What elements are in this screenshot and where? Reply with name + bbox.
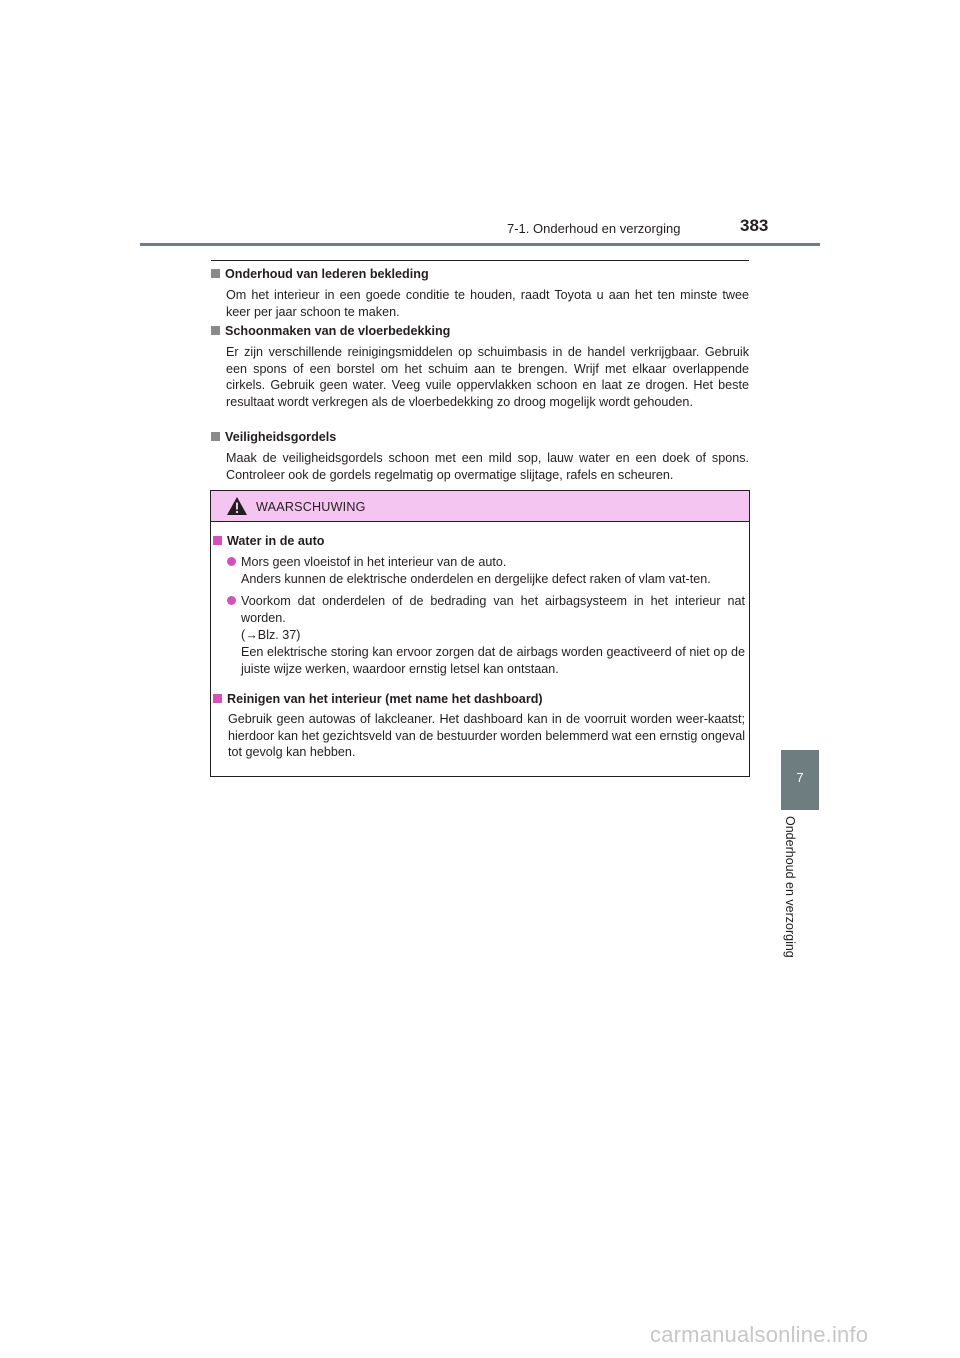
warning-section-heading-text: Water in de auto [227,534,325,548]
warning-bullet-line: Voorkom dat onderdelen of de bedrading van het airbagsysteem in het interieur nat worden. [241,594,745,626]
section-heading [211,266,749,283]
page-reference-link[interactable]: (→Blz. 37) [241,627,301,642]
header-divider [140,243,820,246]
section-leather-care [211,266,749,320]
square-bullet-icon [213,694,222,703]
warning-header [211,491,749,522]
warning-bullet [227,593,745,677]
section-body: Om het interieur in een goede conditie te houden, raadt Toyota u aan het ten minste twee keer per jaar schoon te maken. [226,287,749,319]
dot-bullet-icon [227,557,236,566]
warning-title: WAARSCHUWING [256,500,366,514]
section-body: Er zijn verschillende reinigingsmiddelen op schuimbasis in de handel verkrijgbaar. Gebruik een spons of een borstel om het schuim aan te brengen. Wrijf met elkaar overlappende cirkels. Gebruik geen water. Veeg vuile oppervlakken schoon en laat ze drogen. Het beste resultaat wordt verkregen als de vloerbedekking zo droog mogelijk wordt gehouden. [226,344,749,410]
chapter-label-container [783,816,803,966]
section-heading-text: Veiligheidsgordels [225,430,337,444]
warning-bullet [227,554,745,588]
section-heading-text: Onderhoud van lederen bekleding [225,267,429,281]
warning-bullet-text [241,554,745,588]
page-number: 383 [740,216,769,235]
warning-section-water [213,533,745,677]
content-top-rule [211,260,749,261]
section-heading [211,429,749,446]
section-heading-text: Schoonmaken van de vloerbedekking [225,324,451,338]
watermark: carmanualsonline.info [650,1322,869,1347]
warning-section-heading [213,691,745,708]
chapter-label: Onderhoud en verzorging [783,816,797,958]
warning-section-heading [213,533,745,550]
section-title: 7-1. Onderhoud en verzorging [507,221,681,236]
page-header [0,0,960,250]
dot-bullet-icon [227,596,236,605]
chapter-tab [781,750,819,810]
section-body: Maak de veiligheidsgordels schoon met een mild sop, lauw water en een doek of spons. Controleer ook de gordels regelmatig op overmatige slijtage, rafels en scheuren. [226,450,749,482]
warning-bullet-line: Anders kunnen de elektrische onderdelen en dergelijke defect raken of vlam vat-ten. [241,571,711,586]
warning-section-body: Gebruik geen autowas of lakcleaner. Het dashboard kan in de voorruit worden weer-kaatst; hierdoor kan het gezichtsveld van de bestuurder worden belemmerd wat een ernstig ongeval tot gevolg kan hebben. [228,711,745,760]
warning-bullet-line: Een elektrische storing kan ervoor zorgen dat de airbags worden geactiveerd of niet op de juiste wijze werken, waardoor ernstig letsel kan ontstaan. [241,644,745,676]
section-heading [211,323,749,340]
warning-triangle-icon [226,496,248,516]
section-seatbelts [211,429,749,483]
square-bullet-icon [211,432,220,441]
square-bullet-icon [211,326,220,335]
square-bullet-icon [213,536,222,545]
warning-bullet-text [241,593,745,677]
warning-section-heading-text: Reinigen van het interieur (met name het dashboard) [227,692,543,706]
square-bullet-icon [211,269,220,278]
warning-bullet-line: Mors geen vloeistof in het interieur van de auto. [241,554,507,569]
warning-box [210,490,750,777]
section-carpet-cleaning [211,323,749,411]
warning-section-dashboard [213,691,745,761]
chapter-number: 7 [796,770,804,785]
